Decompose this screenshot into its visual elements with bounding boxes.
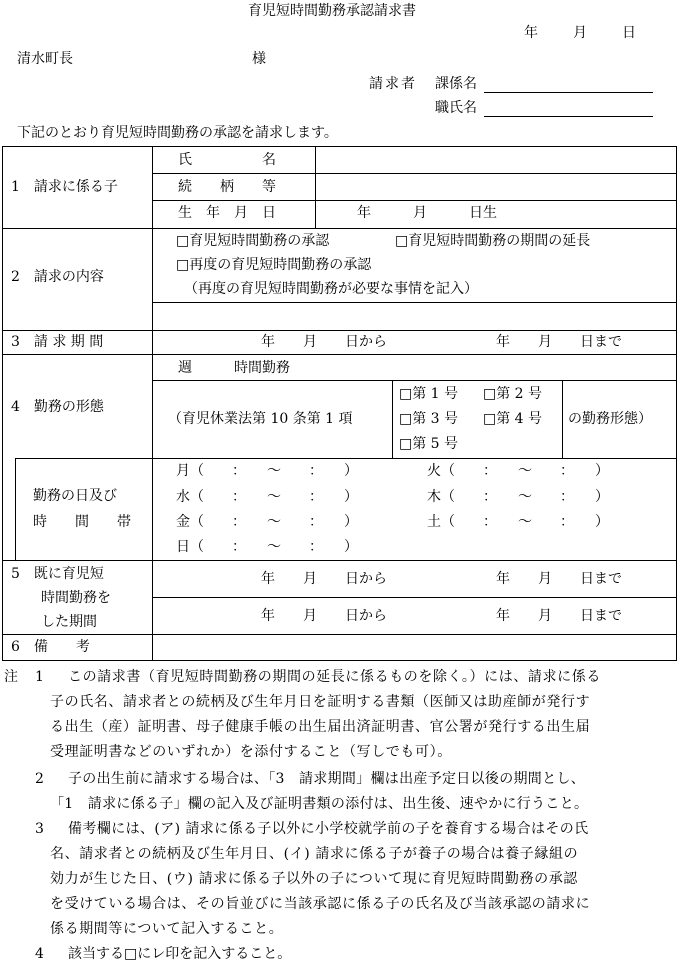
notes-head: 注 [4, 669, 18, 685]
date-month: 月 [573, 25, 587, 41]
reason-field[interactable] [155, 305, 673, 327]
note4-number: 4 [35, 946, 44, 962]
date-year: 年 [524, 25, 538, 41]
note1-line3: る出生（産）証明書、母子健康手帳の出生届出済証明書、官公署が発行する出生届 [50, 719, 591, 735]
row6-label: 6 備 考 [11, 639, 90, 655]
page-title: 育児短時間勤務承認請求書 [248, 3, 416, 19]
note2-number: 2 [35, 771, 44, 787]
note1-line1: この請求書（育児短時間勤務の期間の延長に係るものを除く。）には、請求に係る [68, 669, 601, 685]
note1-line4: 受理証明書などのいずれか）を添付すること（写しでも可）。 [50, 744, 452, 760]
dept-label: 課係名 [435, 76, 477, 92]
schedule-wednesday[interactable]: 水（ ： ～ ： ） [176, 489, 358, 505]
schedule-label-1: 勤務の日及び [33, 488, 117, 504]
schedule-saturday[interactable]: 土（ ： ～ ： ） [427, 514, 609, 530]
row3-label: 3 請 求 期 間 [11, 334, 104, 350]
period-to[interactable]: 年 月 日まで [496, 334, 622, 350]
schedule-sunday[interactable]: 日（ ： ～ ： ） [176, 539, 358, 555]
remarks-field[interactable] [155, 637, 673, 658]
birthdate-label: 生 年 月 日 [178, 205, 276, 221]
note3-number: 3 [35, 821, 44, 837]
schedule-thursday[interactable]: 木（ ： ～ ： ） [427, 489, 609, 505]
law-reference: （育児休業法第 10 条第 1 項 [168, 411, 353, 427]
note3-line1: 備考欄には、(ア) 請求に係る子以外に小学校就学前の子を養育する場合はその氏 [68, 821, 589, 837]
name-field[interactable] [484, 116, 653, 117]
note2-line1: 子の出生前に請求する場合は、「3 請求期間」欄は出産予定日以後の期間とし、 [68, 771, 586, 787]
note1-line2: 子の氏名、請求者との続柄及び生年月日を証明する書類（医師又は助産師が発行す [50, 694, 591, 710]
checkbox-reapproval[interactable]: □再度の育児短時間勤務の承認 [176, 257, 372, 273]
row1-label: 1 請求に係る子 [11, 179, 118, 195]
recipient: 清水町長 [17, 51, 73, 67]
work-form-end: の勤務形態） [568, 411, 652, 427]
past-period-2-to[interactable]: 年 月 日まで [496, 608, 622, 624]
checkbox-approval[interactable]: □育児短時間勤務の承認 [176, 233, 330, 249]
requester-label: 請求者 [369, 76, 417, 92]
row2-label: 2 請求の内容 [11, 269, 104, 285]
weekly-hours[interactable]: 週 時間勤務 [178, 360, 290, 376]
schedule-label-2: 時 間 帯 [33, 514, 131, 530]
note2-line2: 「1 請求に係る子」欄の記入及び証明書類の添付は、出生後、速やかに行うこと。 [50, 796, 589, 812]
relation-field[interactable] [318, 176, 673, 198]
child-name-field[interactable] [318, 149, 673, 171]
checkbox-no5[interactable]: □第 5 号 [399, 436, 459, 452]
name-label: 職氏名 [435, 100, 477, 116]
period-from[interactable]: 年 月 日から [261, 334, 387, 350]
child-name-label: 氏 名 [178, 152, 276, 168]
note1-number: 1 [35, 669, 44, 685]
checkbox-extension[interactable]: □育児短時間勤務の期間の延長 [395, 233, 591, 249]
past-period-2-from[interactable]: 年 月 日から [261, 608, 387, 624]
row5-label-1: 5 既に育児短 [11, 566, 104, 582]
checkbox-no2[interactable]: □第 2 号 [483, 386, 543, 402]
reason-note: （再度の育児短時間勤務が必要な事情を記入） [184, 281, 478, 297]
checkbox-no1[interactable]: □第 1 号 [399, 386, 459, 402]
schedule-tuesday[interactable]: 火（ ： ～ ： ） [427, 463, 609, 479]
past-period-1-from[interactable]: 年 月 日から [261, 571, 387, 587]
relation-label: 続 柄 等 [178, 179, 276, 195]
intro-text: 下記のとおり育児短時間勤務の承認を請求します。 [17, 125, 338, 141]
note3-line4: を受けている場合は、その旨並びに当該承認に係る子の氏名及び当該承認の請求に [50, 896, 591, 912]
birthdate-value[interactable]: 年 月 日生 [357, 205, 497, 221]
note3-line3: 効力が生じた日、(ウ) 請求に係る子以外の子について現に育児短時間勤務の承認 [50, 871, 578, 887]
note4-line1: 該当する□にレ印を記入すること。 [68, 946, 292, 962]
checkbox-no3[interactable]: □第 3 号 [399, 411, 459, 427]
note3-line5: 係る期間等について記入すること。 [50, 921, 284, 937]
schedule-friday[interactable]: 金（ ： ～ ： ） [176, 514, 358, 530]
past-period-1-to[interactable]: 年 月 日まで [496, 571, 622, 587]
note3-line2: 名、請求者との続柄及び生年月日、(イ) 請求に係る子が養子の場合は養子縁組の [50, 846, 579, 862]
date-day: 日 [622, 25, 636, 41]
honorific: 様 [252, 51, 266, 67]
row5-label-3: した期間 [41, 614, 97, 630]
dept-field[interactable] [484, 92, 653, 93]
row4-label: 4 勤務の形態 [11, 399, 104, 415]
row5-label-2: 時間勤務を [41, 590, 111, 606]
schedule-monday[interactable]: 月（ ： ～ ： ） [176, 463, 358, 479]
checkbox-no4[interactable]: □第 4 号 [483, 411, 543, 427]
